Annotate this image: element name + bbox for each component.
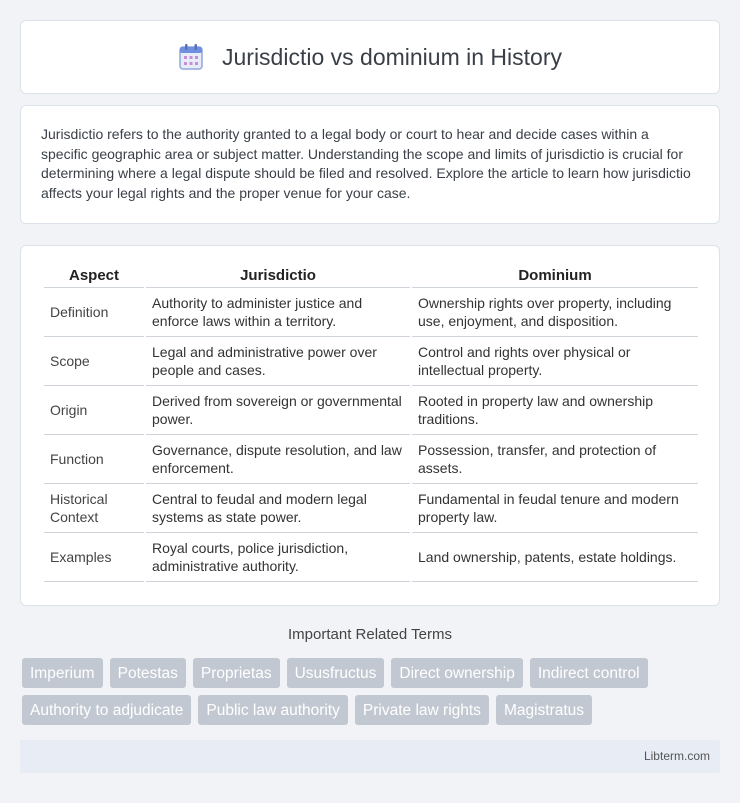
table-cell: Control and rights over physical or intellectual property.	[412, 337, 698, 386]
table-cell: Definition	[44, 288, 144, 337]
term-tag[interactable]: Authority to adjudicate	[22, 695, 191, 725]
table-header-row	[44, 262, 698, 288]
term-tag[interactable]: Imperium	[22, 658, 103, 688]
header-aspect: Aspect	[44, 262, 144, 288]
table-row	[44, 533, 698, 582]
table-row	[44, 337, 698, 386]
related-terms-list	[22, 658, 722, 732]
table-cell: Legal and administrative power over people and cases.	[146, 337, 410, 386]
table-row	[44, 484, 698, 533]
table-cell: Rooted in property law and ownership traditions.	[412, 386, 698, 435]
table-row	[44, 288, 698, 337]
table-cell: Derived from sovereign or governmental power.	[146, 386, 410, 435]
term-tag[interactable]: Indirect control	[530, 658, 648, 688]
term-tag[interactable]: Ususfructus	[287, 658, 385, 688]
comparison-table	[42, 262, 700, 582]
table-cell: Function	[44, 435, 144, 484]
term-tag[interactable]: Public law authority	[198, 695, 348, 725]
table-cell: Land ownership, patents, estate holdings.	[412, 533, 698, 582]
intro-card	[20, 105, 720, 224]
header-card	[20, 20, 720, 94]
footer-brand-link[interactable]: Libterm.com	[643, 749, 710, 763]
table-cell: Possession, transfer, and protection of assets.	[412, 435, 698, 484]
table-cell: Ownership rights over property, including use, enjoyment, and disposition.	[412, 288, 698, 337]
comparison-card	[20, 245, 720, 606]
term-tag[interactable]: Direct ownership	[391, 658, 522, 688]
header-jurisdictio: Jurisdictio	[146, 262, 410, 288]
table-row	[44, 386, 698, 435]
table-cell: Royal courts, police jurisdiction, administrative authority.	[146, 533, 410, 582]
table-cell: Central to feudal and modern legal systems as state power.	[146, 484, 410, 533]
table-cell: Historical Context	[44, 484, 144, 533]
table-cell: Fundamental in feudal tenure and modern property law.	[412, 484, 698, 533]
term-tag[interactable]: Magistratus	[496, 695, 592, 725]
table-cell: Examples	[44, 533, 144, 582]
term-tag[interactable]: Potestas	[110, 658, 186, 688]
term-tag[interactable]: Private law rights	[355, 695, 489, 725]
page-title: Jurisdictio vs dominium in History	[222, 43, 562, 70]
intro-text: Jurisdictio refers to the authority granted to a legal body or court to hear and decide cases within a specific geographic area or subject matter. Understanding the scope and limits of jurisdictio is crucial for determining where a legal dispute should be filed and resolved. Explore the article to learn how jurisdictio affects your legal rights and the proper venue for your case.	[41, 126, 691, 201]
header-dominium: Dominium	[412, 262, 698, 288]
table-cell: Governance, dispute resolution, and law enforcement.	[146, 435, 410, 484]
term-tag[interactable]: Proprietas	[193, 658, 280, 688]
related-terms-title: Important Related Terms	[288, 626, 452, 643]
table-cell: Authority to administer justice and enforce laws within a territory.	[146, 288, 410, 337]
table-cell: Scope	[44, 337, 144, 386]
table-cell: Origin	[44, 386, 144, 435]
calendar-icon	[178, 43, 204, 71]
footer	[20, 740, 720, 773]
table-row	[44, 435, 698, 484]
